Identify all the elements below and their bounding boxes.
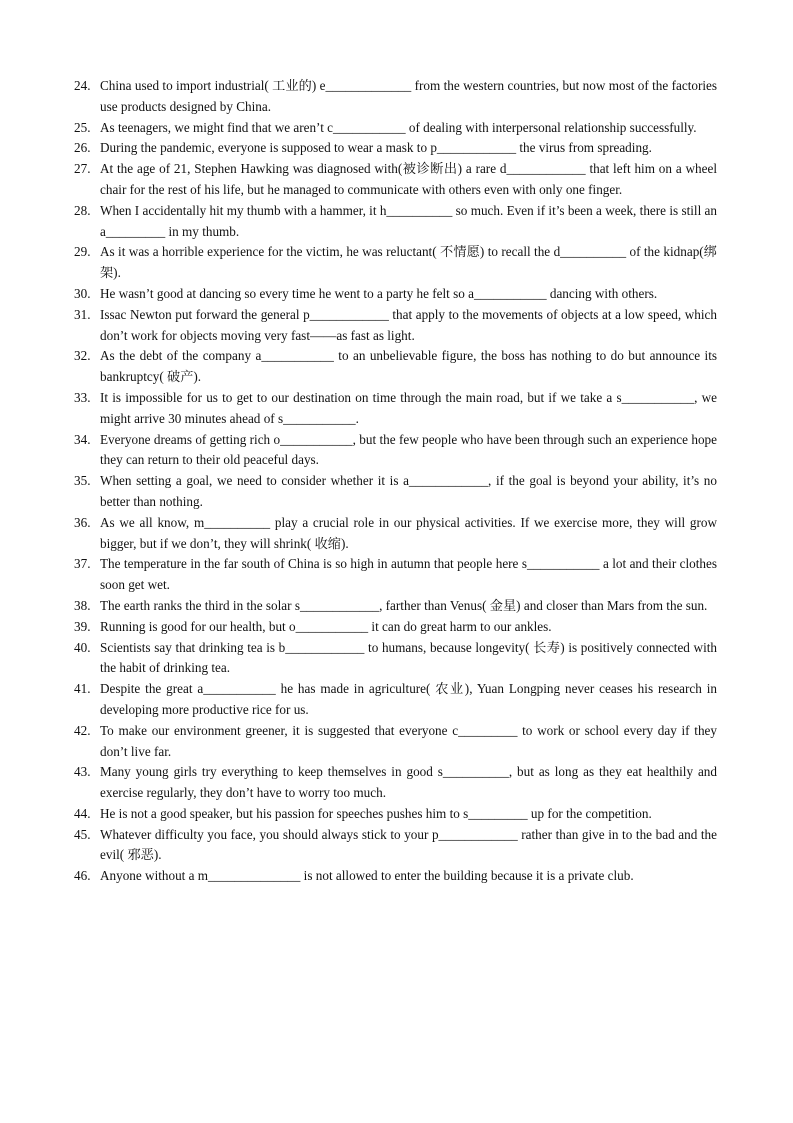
question-number: 32. [74, 348, 91, 364]
question-item [74, 804, 717, 825]
question-text: Running is good for our health, but o___________ it can do great harm to our ankles. [100, 618, 552, 634]
question-number: 45. [74, 826, 91, 842]
question-item [74, 866, 717, 887]
question-text: Despite the great a___________ he has made in agriculture( 农业), Yuan Longping never ceases his research in developing more productive rice for us. [100, 681, 717, 717]
question-item [74, 430, 717, 472]
question-number: 46. [74, 868, 91, 884]
question-number: 38. [74, 597, 91, 613]
question-item [74, 638, 717, 680]
question-text: Whatever difficulty you face, you should always stick to your p____________ rather than give in to the bad and the evil( 邪恶). [100, 826, 717, 863]
question-item [74, 617, 717, 638]
question-number: 42. [74, 722, 91, 738]
question-item [74, 721, 717, 763]
question-number: 43. [74, 764, 91, 780]
question-item [74, 242, 717, 284]
question-text: China used to import industrial( 工业的) e_____________ from the western countries, but now most of the factories use products designed by China. [100, 78, 717, 114]
question-number: 29. [74, 244, 91, 260]
question-text: As teenagers, we might find that we aren’t c___________ of dealing with interpersonal relationship successfully. [100, 119, 697, 135]
question-number: 44. [74, 805, 91, 821]
question-item [74, 76, 717, 118]
question-text: When I accidentally hit my thumb with a hammer, it h__________ so much. Even if it’s been a week, there is still an a_________ in my thumb. [100, 202, 717, 239]
question-list [74, 76, 717, 887]
question-item [74, 471, 717, 513]
question-text: The temperature in the far south of China is so high in autumn that people here s___________ a lot and their clothes soon get wet. [100, 556, 717, 593]
question-text: He is not a good speaker, but his passion for speeches pushes him to s_________ up for the competition. [100, 805, 652, 821]
question-number: 37. [74, 556, 91, 572]
question-number: 24. [74, 78, 91, 93]
question-item [74, 513, 717, 555]
question-text: Scientists say that drinking tea is b____________ to humans, because longevity( 长寿) is positively connected with the habit of drinking tea. [100, 639, 717, 676]
question-text: It is impossible for us to get to our destination on time through the main road, but if we take a s___________, we might arrive 30 minutes ahead of s___________. [100, 389, 717, 426]
question-number: 28. [74, 202, 91, 218]
question-item [74, 825, 717, 867]
question-text: When setting a goal, we need to consider whether it is a____________, if the goal is beyond your ability, it’s no better than nothing. [100, 473, 717, 509]
question-item [74, 388, 717, 430]
question-number: 30. [74, 285, 91, 301]
question-text: The earth ranks the third in the solar s____________, farther than Venus( 金星) and closer than Mars from the sun. [100, 597, 708, 613]
question-number: 33. [74, 389, 91, 405]
question-text: Many young girls try everything to keep themselves in good s__________, but as long as they eat healthily and exercise regularly, they don’t have to worry too much. [100, 764, 717, 801]
question-number: 25. [74, 119, 91, 135]
question-text: He wasn’t good at dancing so every time he went to a party he felt so a___________ dancing with others. [100, 285, 658, 301]
question-number: 34. [74, 431, 91, 447]
question-number: 39. [74, 618, 91, 634]
question-item [74, 284, 717, 305]
question-number: 35. [74, 473, 91, 489]
question-item [74, 159, 717, 201]
question-text: Issac Newton put forward the general p____________ that apply to the movements of objects at a low speed, which don’t work for objects moving very fast——as fast as light. [100, 306, 717, 343]
question-item [74, 596, 717, 617]
question-item [74, 118, 717, 139]
question-text: Anyone without a m______________ is not allowed to enter the building because it is a private club. [100, 868, 634, 884]
question-text: As the debt of the company a___________ to an unbelievable figure, the boss has nothing to do but announce its bankruptcy( 破产). [100, 348, 717, 385]
question-text: Everyone dreams of getting rich o___________, but the few people who have been through such an experience hope they can return to their old peaceful days. [100, 431, 717, 468]
question-number: 40. [74, 639, 91, 655]
question-item [74, 346, 717, 388]
question-text: As it was a horrible experience for the victim, he was reluctant( 不情愿) to recall the d__________ of the kidnap(绑架). [100, 244, 717, 281]
question-number: 41. [74, 681, 91, 697]
question-text: During the pandemic, everyone is supposed to wear a mask to p____________ the virus from spreading. [100, 140, 652, 156]
question-number: 26. [74, 140, 91, 156]
question-text: At the age of 21, Stephen Hawking was diagnosed with(被诊断出) a rare d____________ that left him on a wheel chair for the rest of his life, but he managed to communicate with others even with only one finger. [100, 161, 717, 197]
question-item [74, 679, 717, 721]
question-item [74, 762, 717, 804]
question-item [74, 138, 717, 159]
question-number: 36. [74, 514, 91, 530]
question-text: To make our environment greener, it is suggested that everyone c_________ to work or school every day if they don’t live far. [100, 722, 717, 759]
question-item [74, 201, 717, 243]
question-number: 31. [74, 306, 91, 322]
question-item [74, 305, 717, 347]
question-number: 27. [74, 161, 91, 177]
question-item [74, 554, 717, 596]
question-text: As we all know, m__________ play a crucial role in our physical activities. If we exercise more, they will grow bigger, but if we don’t, they will shrink( 收缩). [100, 514, 717, 551]
